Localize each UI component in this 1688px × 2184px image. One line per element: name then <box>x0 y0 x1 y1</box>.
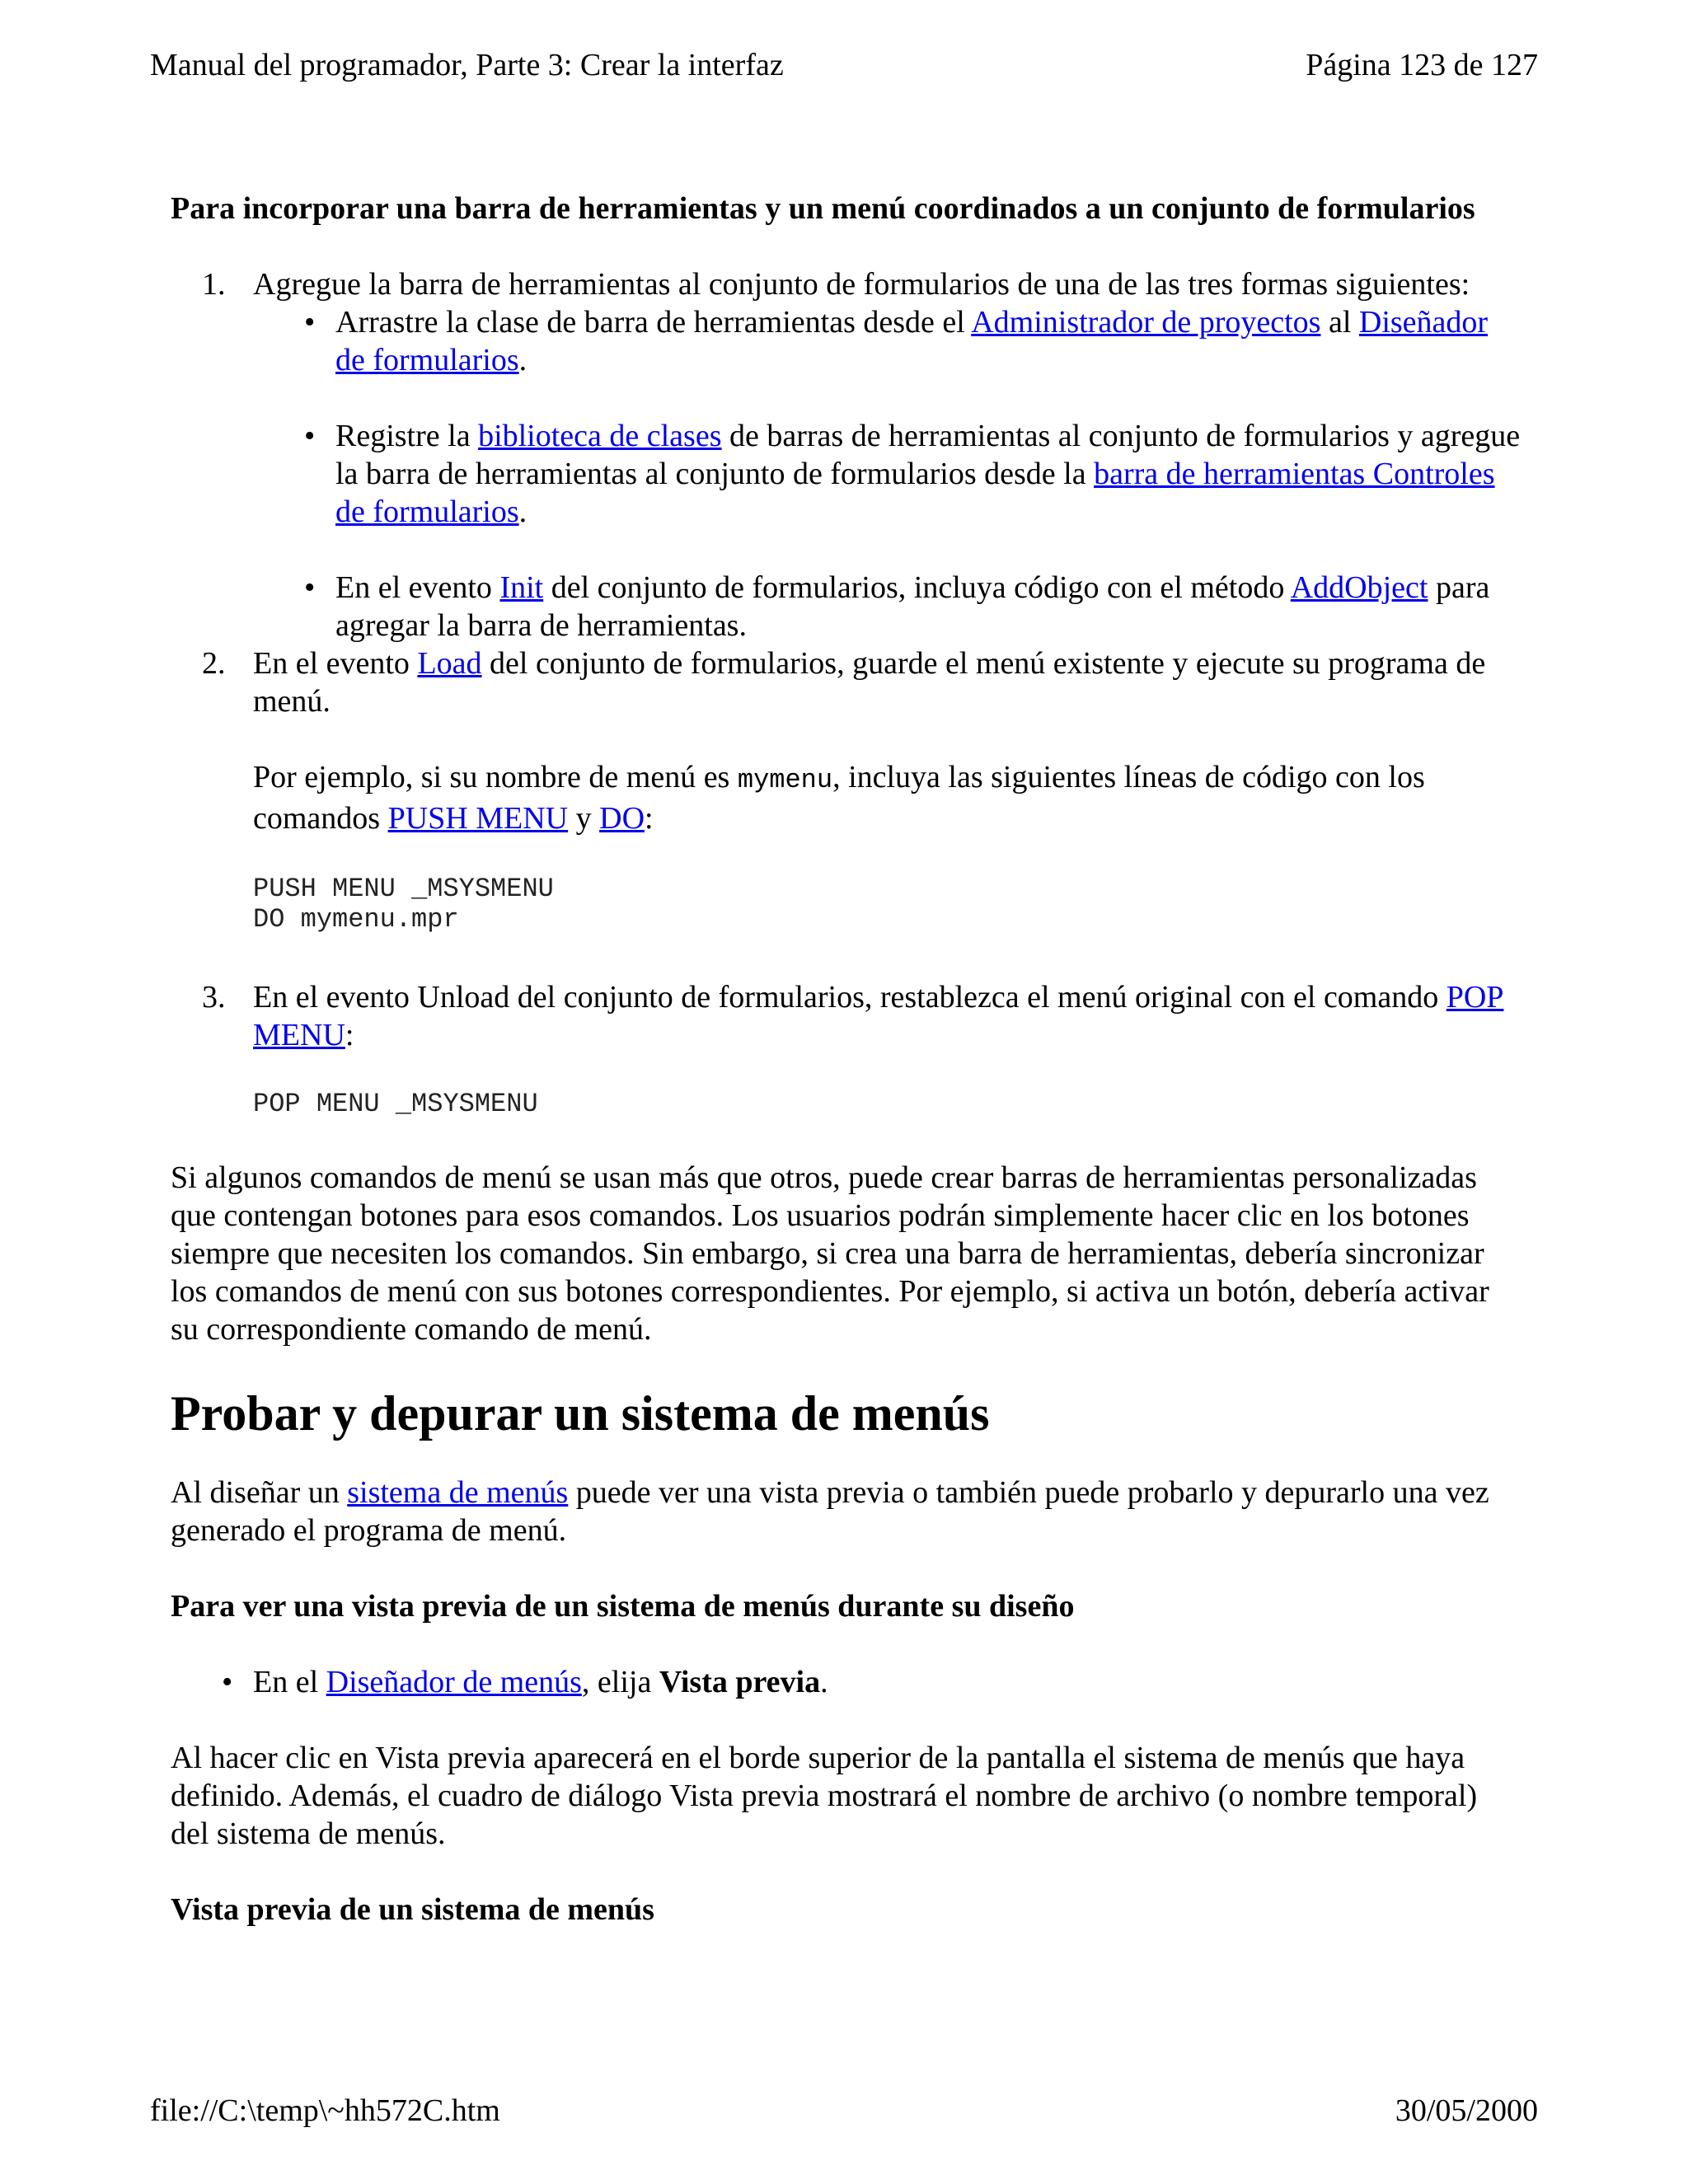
preview-paragraph: Al hacer clic en Vista previa aparecerá en el borde superior de la pantalla el sistema de menús que haya definido. Además, el cuadro de diálogo Vista previa mostrará el nombre de archivo (o nombre temporal) del sistema de menús. <box>171 1741 1478 1851</box>
link-push-menu[interactable]: PUSH MENU <box>387 801 569 836</box>
bullet-icon: • <box>222 1665 233 1699</box>
bullet-icon: • <box>304 570 316 605</box>
inline-code: mymenu <box>737 765 833 795</box>
file-path: file://C:\temp\~hh572C.htm <box>150 2093 500 2128</box>
step-number: 3. <box>202 980 226 1015</box>
document-body <box>171 190 1522 1929</box>
step-number: 2. <box>202 646 226 681</box>
link-sistema-menus[interactable]: sistema de menús <box>347 1475 569 1510</box>
bullet-item: • En el evento Init del conjunto de formularios, incluya código con el método AddObject para agregar la barra de herramientas. <box>304 570 1490 643</box>
toolbar-paragraph: Si algunos comandos de menú se usan más que otros, puede crear barras de herramientas personalizadas que contengan botones para esos comandos. Los usuarios podrán simplemente hacer clic en los botones siempre que necesiten los comandos. Sin embargo, si crea una barra de herramientas, debería sincronizar los comandos de menú con sus botones correspondientes. Por ejemplo, si activa un botón, debería activar su correspondiente comando de menú. <box>171 1160 1489 1347</box>
example-paragraph: Por ejemplo, si su nombre de menú es mymenu, incluya las siguientes líneas de código con los comandos PUSH MENU y DO: <box>253 760 1425 836</box>
code-line: POP MENU _MSYSMENU <box>253 1089 538 1119</box>
code-line: PUSH MENU _MSYSMENU <box>253 874 554 904</box>
code-block <box>253 874 1522 935</box>
document-title: Manual del programador, Parte 3: Crear la interfaz <box>150 48 784 82</box>
figure-caption: Vista previa de un sistema de menús <box>171 1892 654 1927</box>
bullet-item: • Arrastre la clase de barra de herramientas desde el Administrador de proyectos al Diseñador de formularios. <box>304 305 1489 377</box>
link-administrador-proyectos[interactable]: Administrador de proyectos <box>971 305 1321 340</box>
section-heading: Probar y depurar un sistema de menús <box>171 1386 990 1441</box>
link-disenador-formularios[interactable]: Diseñador de formularios <box>335 305 1489 377</box>
step-3: 3. En el evento Unload del conjunto de formularios, restablezca el menú original con el comando POP MENU: POP MENU _MSYSMENU <box>171 978 1522 1119</box>
step-1 <box>171 265 1522 644</box>
page-number: Página 123 de 127 <box>1306 48 1538 82</box>
bullet-icon: • <box>304 419 316 453</box>
page-footer <box>150 2092 1538 2130</box>
intro-paragraph: Al diseñar un sistema de menús puede ver una vista previa o también puede probarlo y depurarlo una vez generado el programa de menú. <box>171 1475 1489 1548</box>
link-do[interactable]: DO <box>599 801 645 836</box>
steps-list <box>171 265 1522 1119</box>
print-date: 30/05/2000 <box>1395 2093 1538 2128</box>
bullet-item: • En el Diseñador de menús, elija Vista previa. <box>222 1665 828 1699</box>
bullet-list <box>171 1663 1522 1701</box>
code-block <box>253 1089 1522 1119</box>
step-text: Agregue la barra de herramientas al conjunto de formularios de una de las tres formas siguientes: <box>253 267 1470 302</box>
bullet-list <box>253 303 1522 644</box>
link-load[interactable]: Load <box>417 646 482 681</box>
step-2: 2. En el evento Load del conjunto de formularios, guarde el menú existente y ejecute su programa de menú. Por ejemplo, si su nombre de menú es mymenu, incluya las siguientes líneas de código con los comandos PUSH MENU y DO: PUSH MENU _MSYSMENU DO mymenu.mpr <box>171 644 1522 935</box>
step-number: 1. <box>202 267 226 302</box>
link-disenador-menus[interactable]: Diseñador de menús <box>326 1665 582 1699</box>
procedure-subheading: Para ver una vista previa de un sistema de menús durante su diseño <box>171 1589 1075 1624</box>
bullet-icon: • <box>304 305 316 340</box>
code-line: DO mymenu.mpr <box>253 904 459 935</box>
link-pop-menu[interactable]: POP MENU <box>253 980 1504 1052</box>
page-header <box>150 46 1538 84</box>
link-barra-controles[interactable]: barra de herramientas Controles de formularios <box>335 457 1495 529</box>
link-biblioteca-clases[interactable]: biblioteca de clases <box>478 419 722 453</box>
link-addobject[interactable]: AddObject <box>1290 570 1428 605</box>
bullet-item: • Registre la biblioteca de clases de barras de herramientas al conjunto de formularios y agregue la barra de herramientas al conjunto de formularios desde la barra de herramientas Controles de formularios. <box>304 419 1521 529</box>
procedure-heading: Para incorporar una barra de herramientas y un menú coordinados a un conjunto de formularios <box>171 191 1475 226</box>
link-init[interactable]: Init <box>499 570 544 605</box>
